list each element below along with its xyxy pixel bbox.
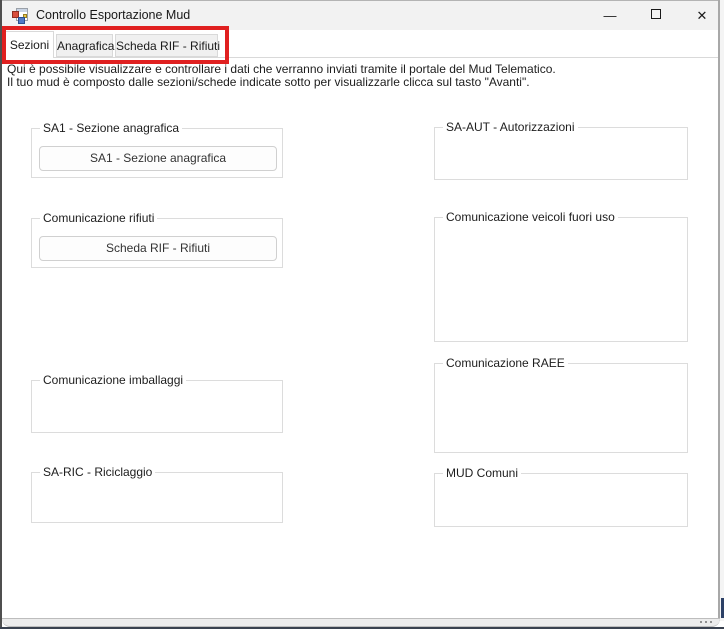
close-button[interactable] bbox=[679, 1, 724, 30]
tab-scheda-rif-rifiuti[interactable]: Scheda RIF - Rifiuti bbox=[115, 34, 218, 57]
groupbox-label: MUD Comuni bbox=[443, 466, 521, 480]
groupbox-sa-ric-riciclaggio bbox=[31, 465, 283, 523]
scheda-rif-rifiuti-button[interactable]: Scheda RIF - Rifiuti bbox=[39, 236, 277, 261]
groupbox-label: SA-AUT - Autorizzazioni bbox=[443, 120, 578, 134]
groupbox-comunicazione-rifiuti bbox=[31, 211, 283, 268]
minimize-button[interactable] bbox=[587, 1, 633, 30]
groupbox-label: Comunicazione RAEE bbox=[443, 356, 568, 370]
groupbox-sa-aut-autorizzazioni bbox=[434, 120, 688, 180]
window-edge-right bbox=[720, 0, 724, 621]
window-title: Controllo Esportazione Mud bbox=[36, 8, 191, 22]
groupbox-mud-comuni bbox=[434, 466, 688, 527]
tab-sezioni[interactable]: Sezioni bbox=[5, 31, 54, 58]
groupbox-comunicazione-veicoli-fuori-uso bbox=[434, 210, 688, 342]
groupbox-comunicazione-raee bbox=[434, 356, 688, 453]
groupbox-label: SA1 - Sezione anagrafica bbox=[40, 121, 182, 135]
groupbox-label: Comunicazione imballaggi bbox=[40, 373, 186, 387]
tabstrip-baseline bbox=[2, 57, 718, 58]
groupbox-comunicazione-imballaggi bbox=[31, 373, 283, 433]
maximize-button[interactable] bbox=[633, 1, 679, 30]
resize-grip-icon[interactable] bbox=[700, 621, 702, 623]
minimize-icon: — bbox=[603, 8, 617, 23]
window-border-right bbox=[718, 0, 720, 621]
titlebar[interactable] bbox=[2, 1, 718, 30]
window-border-left bbox=[0, 0, 2, 627]
maximize-icon bbox=[651, 9, 661, 19]
groupbox-label: SA-RIC - Riciclaggio bbox=[40, 465, 155, 479]
close-icon: ✕ bbox=[696, 8, 708, 23]
tab-anagrafica[interactable]: Anagrafica bbox=[56, 34, 113, 57]
description-line-1: Qui è possibile visualizzare e controllare i dati che verranno inviati tramite il portale del Mud Telematico. bbox=[7, 62, 556, 76]
groupbox-label: Comunicazione rifiuti bbox=[40, 211, 157, 225]
groupbox-label: Comunicazione veicoli fuori uso bbox=[443, 210, 618, 224]
window-border-bottom bbox=[2, 618, 720, 627]
groupbox-sa1-sezione-anagrafica bbox=[31, 121, 283, 178]
description-line-2: Il tuo mud è composto dalle sezioni/schede indicate sotto per visualizzarle clicca sul tasto "Avanti". bbox=[7, 75, 530, 89]
sa1-sezione-anagrafica-button[interactable]: SA1 - Sezione anagrafica bbox=[39, 146, 277, 171]
app-icon bbox=[12, 8, 28, 24]
